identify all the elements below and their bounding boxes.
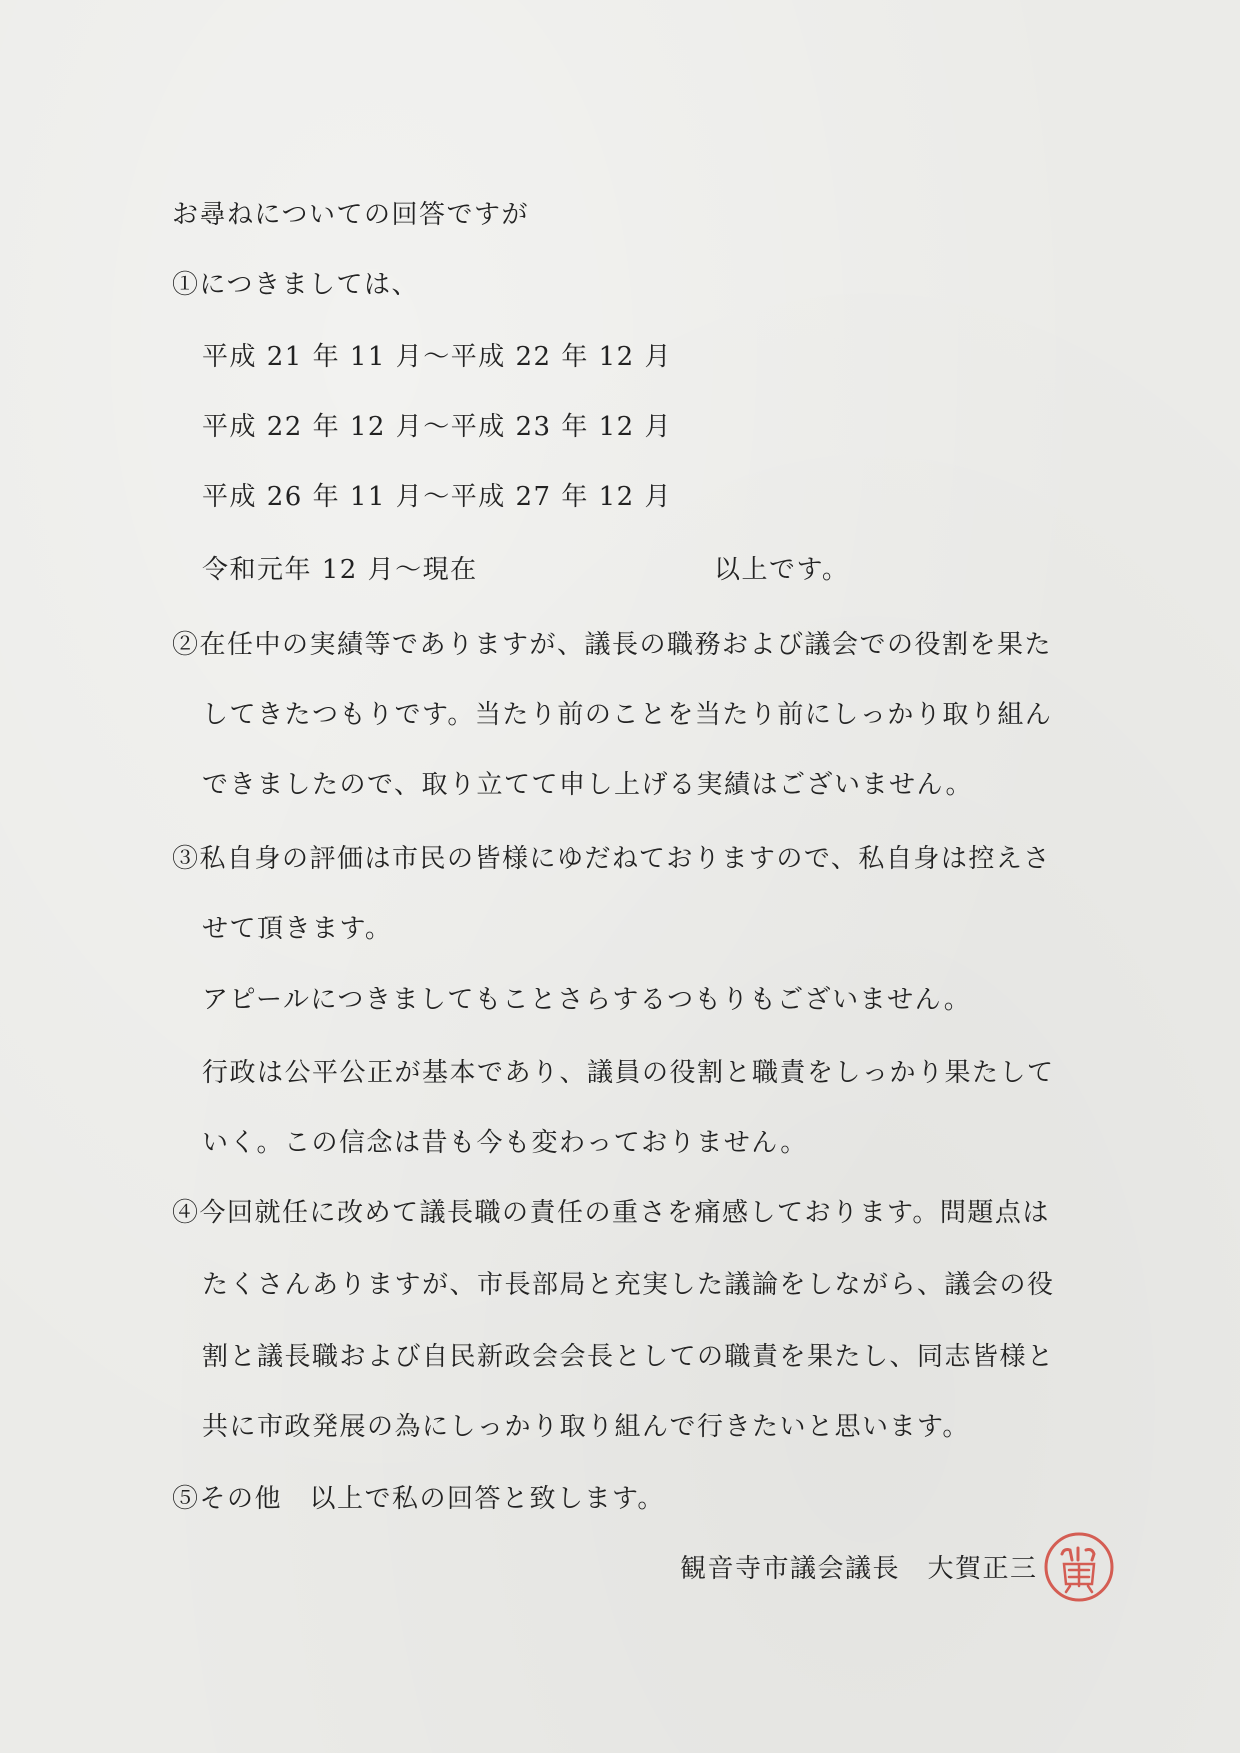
answer-3-line: 行政は公平公正が基本であり、議員の役割と職責をしっかり果たして	[202, 1058, 1055, 1088]
answer-2-line: ②在任中の実績等でありますが、議長の職務および議会での役割を果た	[172, 630, 1053, 660]
answer-4-line: たくさんありますが、市長部局と充実した議論をしながら、議会の役	[202, 1270, 1055, 1300]
answer-4-line: 割と議長職および自民新政会会長としての職責を果たし、同志皆様と	[202, 1342, 1055, 1372]
answer-4-line: ④今回就任に改めて議長職の責任の重さを痛感しております。問題点は	[172, 1198, 1050, 1228]
answer-3-line: アピールにつきましてもことさらするつもりもございません。	[202, 985, 972, 1015]
intro-line: お尋ねについての回答ですが	[172, 200, 529, 230]
answer-3-line: ③私自身の評価は市民の皆様にゆだねておりますので、私自身は控えさ	[172, 844, 1051, 874]
answer-2-line: してきたつもりです。当たり前のことを当たり前にしっかり取り組ん	[202, 700, 1053, 730]
answer-3-line: せて頂きます。	[202, 914, 393, 944]
answer-2-line: できましたので、取り立てて申し上げる実績はございません。	[202, 770, 974, 800]
term-period-4: 令和元年 12 月～現在	[202, 555, 478, 585]
answer-1-closing: 以上です。	[714, 555, 850, 585]
answer-5-line: ⑤その他 以上で私の回答と致します。	[172, 1484, 665, 1514]
answer-1-heading: ①につきましては、	[172, 270, 419, 300]
term-period-2: 平成 22 年 12 月～平成 23 年 12 月	[202, 412, 672, 442]
term-period-1: 平成 21 年 11 月～平成 22 年 12 月	[202, 342, 672, 372]
seal-stamp	[1042, 1530, 1116, 1604]
term-period-3: 平成 26 年 11 月～平成 27 年 12 月	[202, 482, 672, 512]
answer-3-line: いく。この信念は昔も今も変わっておりません。	[202, 1128, 808, 1158]
signature: 観音寺市議会議長 大賀正三	[680, 1554, 1038, 1584]
answer-4-line: 共に市政発展の為にしっかり取り組んで行きたいと思います。	[202, 1412, 970, 1442]
